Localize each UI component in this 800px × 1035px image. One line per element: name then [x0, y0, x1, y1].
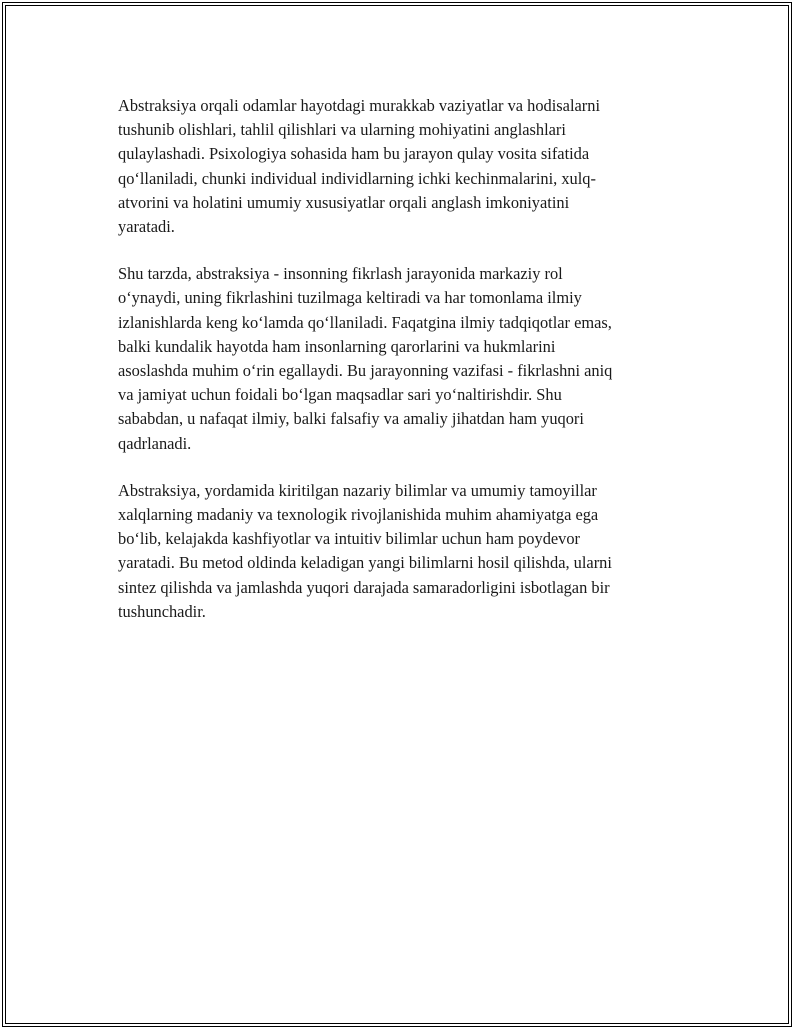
paragraph-line: Shu tarzda, abstraksiya - insonning fikrlash jarayonida markaziy rol [118, 264, 563, 284]
paragraph-line: xalqlarning madaniy va texnologik rivojlanishida muhim ahamiyatga ega [118, 505, 599, 525]
paragraph-line: va jamiyat uchun foidali bo‘lgan maqsadlar sari yo‘naltirishdir. Shu [118, 385, 562, 405]
paragraph-line: Abstraksiya, yordamida kiritilgan nazariy bilimlar va umumiy tamoyillar [118, 480, 597, 500]
paragraph-3 [118, 479, 678, 624]
paragraph-line: Abstraksiya orqali odamlar hayotdagi murakkab vaziyatlar va hodisalarni [118, 96, 600, 115]
paragraph-line: yaratadi. Bu metod oldinda keladigan yangi bilimlarni hosil qilishda, ularni [118, 553, 612, 573]
paragraph-line: qo‘llaniladi, chunki individual individlarning ichki kechinmalarini, xulq- [118, 168, 596, 188]
document-body [118, 94, 678, 647]
paragraph-line: sababdan, u nafaqat ilmiy, balki falsafiy va amaliy jihatdan ham yuqori [118, 409, 584, 429]
paragraph-line: qadrlanadi. [118, 433, 192, 453]
paragraph-line: qulaylashadi. Psixologiya sohasida ham bu jarayon qulay vosita sifatida [118, 144, 590, 164]
paragraph-line: yaratadi. [118, 217, 175, 237]
paragraph-1 [118, 94, 678, 239]
paragraph-line: atvorini va holatini umumiy xususiyatlar orqali anglash imkoniyatini [118, 192, 570, 212]
paragraph-line: bo‘lib, kelajakda kashfiyotlar va intuitiv bilimlar uchun ham poydevor [118, 529, 581, 549]
paragraph-line: sintez qilishda va jamlashda yuqori darajada samaradorligini isbotlagan bir [118, 577, 610, 597]
paragraph-line: balki kundalik hayotda ham insonlarning qarorlarini va hukmlarini [118, 336, 556, 356]
paragraph-line: tushunib olishlari, tahlil qilishlari va ularning mohiyatini anglashlari [118, 120, 566, 140]
paragraph-2 [118, 262, 678, 456]
paragraph-line: o‘ynaydi, uning fikrlashini tuzilmaga keltiradi va har tomonlama ilmiy [118, 288, 582, 308]
paragraph-line: asoslashda muhim o‘rin egallaydi. Bu jarayonning vazifasi - fikrlashni aniq [118, 361, 613, 381]
paragraph-line: izlanishlarda keng ko‘lamda qo‘llaniladi. Faqatgina ilmiy tadqiqotlar emas, [118, 312, 612, 332]
paragraph-line: tushunchadir. [118, 601, 206, 621]
